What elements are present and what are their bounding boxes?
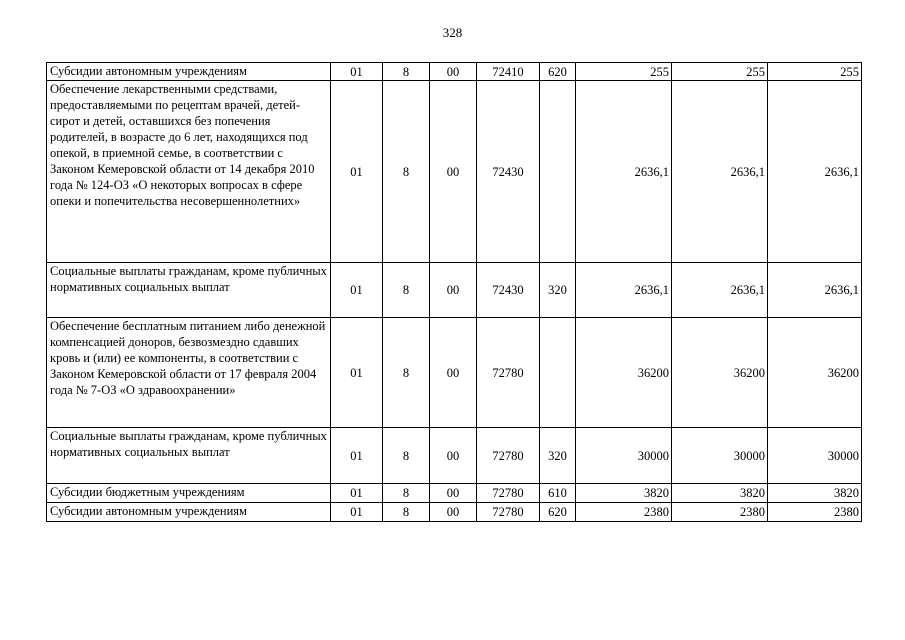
table-row <box>47 263 862 318</box>
expense-type-code <box>540 81 576 263</box>
subprogram-code: 00 <box>430 81 477 263</box>
section-code: 01 <box>331 263 383 318</box>
amount-year-3: 30000 <box>768 428 862 484</box>
amount-year-1: 2636,1 <box>576 263 672 318</box>
target-article-code: 72780 <box>477 503 540 522</box>
section-code: 01 <box>331 503 383 522</box>
target-article-code: 72430 <box>477 81 540 263</box>
section-code: 01 <box>331 63 383 81</box>
amount-year-1: 255 <box>576 63 672 81</box>
amount-year-3: 36200 <box>768 318 862 428</box>
row-name: Субсидии бюджетным учреждениям <box>47 484 331 503</box>
row-name: Обеспечение бесплатным питанием либо денежной компенсацией доноров, безвозмездно сдавших кровь и (или) ее компоненты, в соответствии с Законом Кемеровской области от 17 февраля 2004 года № 7-ОЗ «О здравоохранении» <box>47 318 331 428</box>
target-article-code: 72780 <box>477 484 540 503</box>
amount-year-3: 3820 <box>768 484 862 503</box>
table-row <box>47 484 862 503</box>
target-article-code: 72780 <box>477 428 540 484</box>
row-name: Субсидии автономным учреждениям <box>47 63 331 81</box>
amount-year-3: 2380 <box>768 503 862 522</box>
amount-year-2: 2636,1 <box>672 81 768 263</box>
program-code: 8 <box>383 263 430 318</box>
table-row <box>47 503 862 522</box>
amount-year-1: 2636,1 <box>576 81 672 263</box>
subprogram-code: 00 <box>430 263 477 318</box>
amount-year-3: 2636,1 <box>768 263 862 318</box>
expense-type-code: 620 <box>540 63 576 81</box>
row-name: Социальные выплаты гражданам, кроме публичных нормативных социальных выплат <box>47 263 331 318</box>
expense-type-code: 320 <box>540 263 576 318</box>
program-code: 8 <box>383 318 430 428</box>
subprogram-code: 00 <box>430 428 477 484</box>
program-code: 8 <box>383 428 430 484</box>
table-row <box>47 63 862 81</box>
target-article-code: 72780 <box>477 318 540 428</box>
row-name: Социальные выплаты гражданам, кроме публичных нормативных социальных выплат <box>47 428 331 484</box>
amount-year-1: 30000 <box>576 428 672 484</box>
program-code: 8 <box>383 81 430 263</box>
table-row <box>47 81 862 263</box>
section-code: 01 <box>331 81 383 263</box>
expense-type-code <box>540 318 576 428</box>
row-name: Обеспечение лекарственными средствами, предоставляемыми по рецептам врачей, детей-сирот и детей, оставшихся без попечения родителей, в возрасте до 6 лет, находящихся под опекой, в приемной семье, в соответствии с Законом Кемеровской области от 14 декабря 2010 года № 124-ОЗ «О некоторых вопросах в сфере опеки и попечительства несовершеннолетних» <box>47 81 331 263</box>
subprogram-code: 00 <box>430 503 477 522</box>
amount-year-2: 255 <box>672 63 768 81</box>
amount-year-2: 2636,1 <box>672 263 768 318</box>
program-code: 8 <box>383 63 430 81</box>
table-row <box>47 318 862 428</box>
amount-year-3: 2636,1 <box>768 81 862 263</box>
amount-year-2: 30000 <box>672 428 768 484</box>
section-code: 01 <box>331 484 383 503</box>
target-article-code: 72430 <box>477 263 540 318</box>
table-row <box>47 428 862 484</box>
amount-year-2: 3820 <box>672 484 768 503</box>
expense-type-code: 320 <box>540 428 576 484</box>
amount-year-3: 255 <box>768 63 862 81</box>
row-name: Субсидии автономным учреждениям <box>47 503 331 522</box>
amount-year-2: 36200 <box>672 318 768 428</box>
page-number: 328 <box>442 25 463 40</box>
amount-year-2: 2380 <box>672 503 768 522</box>
amount-year-1: 2380 <box>576 503 672 522</box>
subprogram-code: 00 <box>430 484 477 503</box>
amount-year-1: 3820 <box>576 484 672 503</box>
section-code: 01 <box>331 318 383 428</box>
target-article-code: 72410 <box>477 63 540 81</box>
program-code: 8 <box>383 503 430 522</box>
section-code: 01 <box>331 428 383 484</box>
amount-year-1: 36200 <box>576 318 672 428</box>
expense-type-code: 620 <box>540 503 576 522</box>
budget-table <box>46 62 862 522</box>
subprogram-code: 00 <box>430 318 477 428</box>
expense-type-code: 610 <box>540 484 576 503</box>
subprogram-code: 00 <box>430 63 477 81</box>
program-code: 8 <box>383 484 430 503</box>
